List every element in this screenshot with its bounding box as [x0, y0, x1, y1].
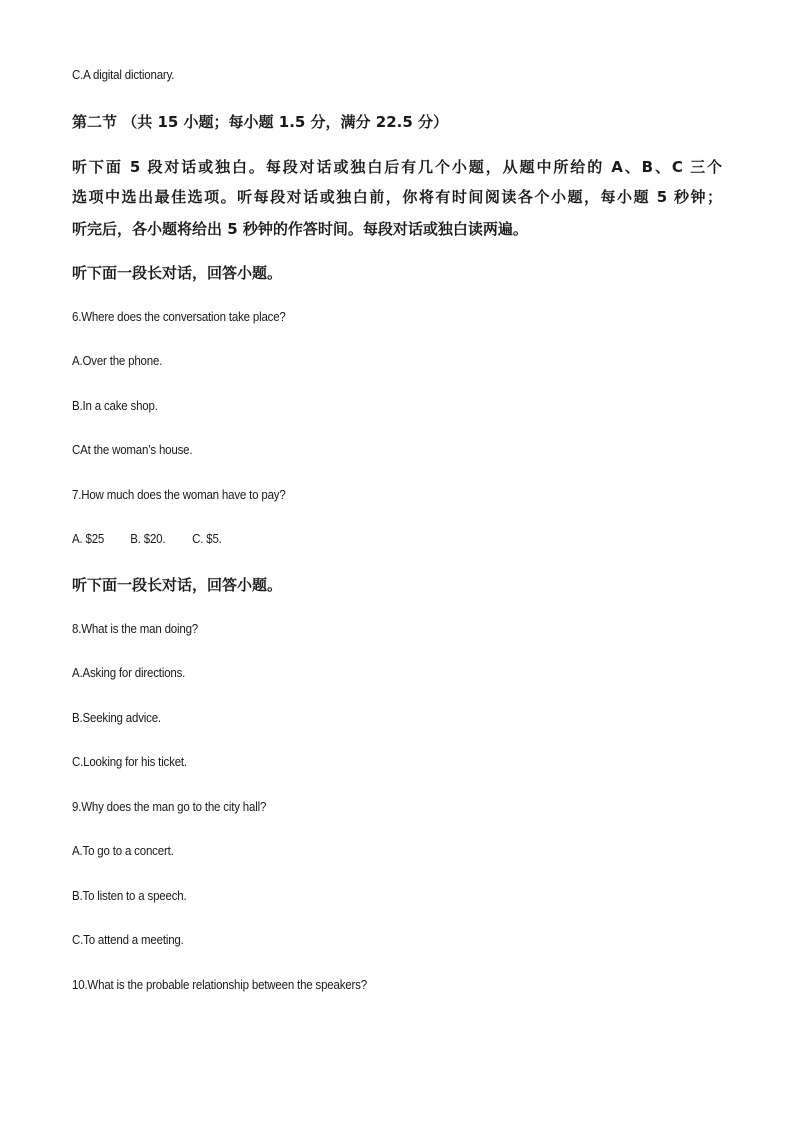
instructions-line-1: 听下面 5 段对话或独白。每段对话或独白后有几个小题，从题中所给的 A、B、C 三个 [72, 158, 722, 176]
section-header: 第二节 （共 15 小题；每小题 1.5 分，满分 22.5 分） [72, 113, 449, 131]
q6-option-c: CAt the woman’s house. [72, 443, 193, 457]
question-6: 6.Where does the conversation take place? [72, 310, 286, 324]
q9-option-b: B.To listen to a speech. [72, 889, 187, 903]
instructions-line-2: 选项中选出最佳选项。听每段对话或独白前，你将有时间阅读各个小题，每小题 5 秒钟； [72, 188, 722, 206]
q7-options [72, 532, 222, 546]
instructions-line-3: 听完后，各小题将给出 5 秒钟的作答时间。每段对话或独白读两遍。 [72, 220, 528, 238]
q8-option-b: B.Seeking advice. [72, 711, 161, 725]
q6-option-b: B.In a cake shop. [72, 399, 158, 413]
q9-option-a: A.To go to a concert. [72, 844, 174, 858]
question-9: 9.Why does the man go to the city hall? [72, 800, 267, 814]
question-8: 8.What is the man doing? [72, 622, 198, 636]
q7-option-b: B. $20. [130, 532, 166, 546]
q5-option-c: C.A digital dictionary. [72, 68, 175, 82]
q6-option-a: A.Over the phone. [72, 354, 163, 368]
dialog-1-intro: 听下面一段长对话，回答小题。 [72, 264, 283, 282]
q7-option-a: A. $25 [72, 532, 105, 546]
question-7: 7.How much does the woman have to pay? [72, 488, 286, 502]
q8-option-c: C.Looking for his ticket. [72, 755, 187, 769]
question-10: 10.What is the probable relationship between the speakers? [72, 978, 367, 992]
q8-option-a: A.Asking for directions. [72, 666, 186, 680]
dialog-2-intro: 听下面一段长对话，回答小题。 [72, 576, 283, 594]
q7-option-c: C. $5. [192, 532, 222, 546]
q9-option-c: C.To attend a meeting. [72, 933, 184, 947]
